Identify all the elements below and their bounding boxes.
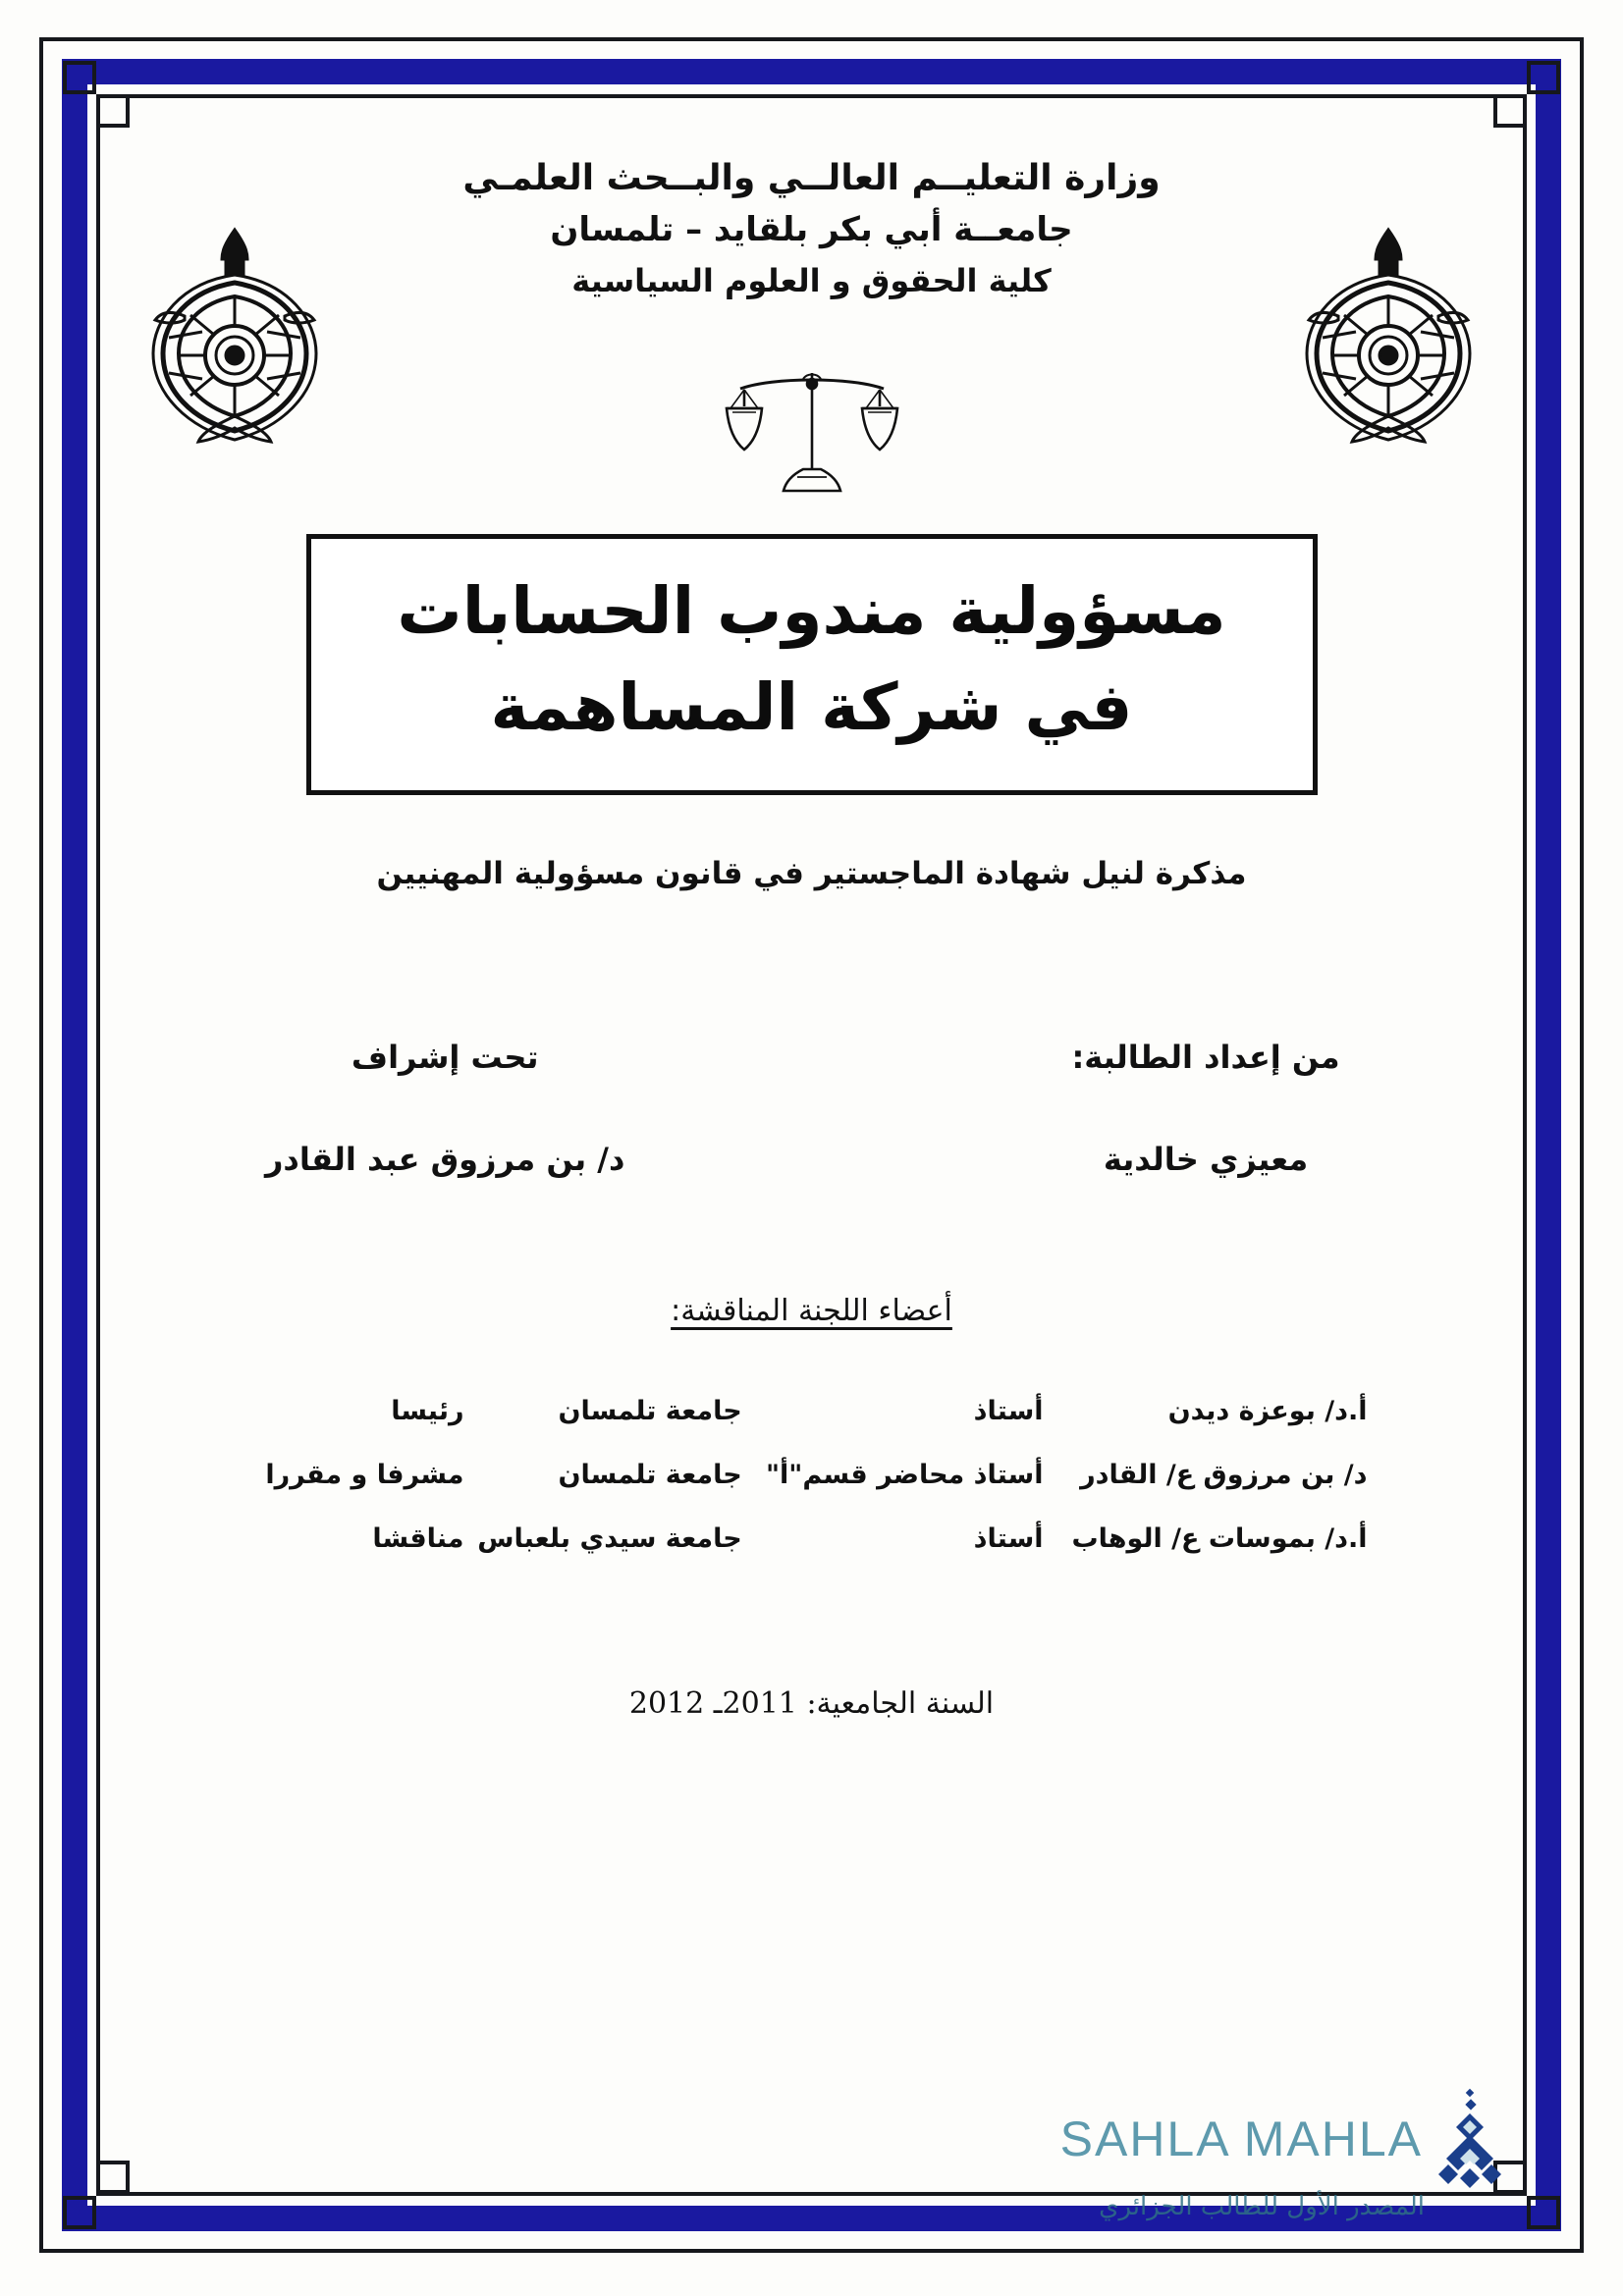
jury-member-role: مناقشا: [372, 1522, 464, 1554]
author-supervisor-block: [137, 1039, 1486, 1178]
jury-member-name: د/ بن مرزوق ع/ القادر: [1080, 1459, 1368, 1490]
jury-member-university: جامعة سيدي بلعباس: [477, 1522, 742, 1554]
corner-ornament-bottom-left: [63, 2196, 96, 2229]
jury-member-rank: أستاذ محاضر قسم"أ": [765, 1459, 1044, 1490]
jury-member-university: جامعة تلمسان: [558, 1395, 742, 1426]
ministry-line: وزارة التعليــم العالــي والبــحث العلمـي: [462, 158, 1161, 198]
scales-of-justice-icon: [719, 367, 905, 495]
header-text-lines: [137, 153, 1486, 306]
corner-ornament-top-left: [63, 61, 96, 94]
author-label: من إعداد الطالبة:: [1071, 1038, 1340, 1076]
jury-member-rank: أستاذ: [973, 1522, 1044, 1554]
watermark-brand: SAHLA MAHLA: [1059, 2111, 1423, 2166]
author-column: [1044, 1039, 1368, 1178]
jury-member-role: مشرفا و مقررا: [265, 1459, 464, 1490]
jury-member-rank: أستاذ: [973, 1395, 1044, 1426]
inner-corner-ornament-bottom-right: [1493, 2161, 1527, 2194]
jury-member-role: رئيسا: [391, 1395, 464, 1426]
faculty-line: كلية الحقوق و العلوم السياسية: [571, 261, 1052, 299]
academic-year: السنة الجامعية: 2011ـ 2012: [628, 1685, 995, 1721]
jury-table: [233, 1379, 1391, 1571]
inner-corner-ornament-top-right: [1493, 94, 1527, 128]
table-row: [233, 1379, 1391, 1443]
inner-corner-ornament-bottom-left: [96, 2161, 130, 2194]
degree-subtitle: مذكرة لنيل شهادة الماجستير في قانون مسؤولية المهنيين: [376, 855, 1247, 891]
author-name: معيزي خالدية: [1103, 1140, 1309, 1178]
watermark-tagline: المصدر الأول للطالب الجزائري: [1099, 2192, 1425, 2221]
thesis-title-line-2: في شركة المساهمة: [490, 669, 1133, 746]
thesis-title-line-1: مسؤولية مندوب الحسابات: [397, 573, 1226, 649]
table-row: [233, 1507, 1391, 1571]
university-line: جامعــة أبي بكر بلقايد – تلمسان: [550, 210, 1073, 250]
jury-member-university: جامعة تلمسان: [558, 1459, 742, 1490]
supervisor-column: [265, 1039, 624, 1178]
corner-ornament-top-right: [1527, 61, 1560, 94]
jury-section-title: أعضاء اللجنة المناقشة:: [671, 1293, 952, 1328]
supervisor-label: تحت إشراف: [351, 1038, 539, 1076]
jury-section: [137, 1294, 1486, 1571]
jury-member-name: أ.د/ بموسات ع/ الوهاب: [1071, 1522, 1368, 1554]
table-row: [233, 1443, 1391, 1507]
jury-member-name: أ.د/ بوعزة ديدن: [1167, 1395, 1368, 1426]
thesis-title-box: [306, 534, 1318, 795]
corner-ornament-bottom-right: [1527, 2196, 1560, 2229]
institution-header: [137, 143, 1486, 457]
supervisor-name: د/ بن مرزوق عبد القادر: [265, 1140, 625, 1178]
page-content: [137, 118, 1486, 2149]
inner-corner-ornament-top-left: [96, 94, 130, 128]
